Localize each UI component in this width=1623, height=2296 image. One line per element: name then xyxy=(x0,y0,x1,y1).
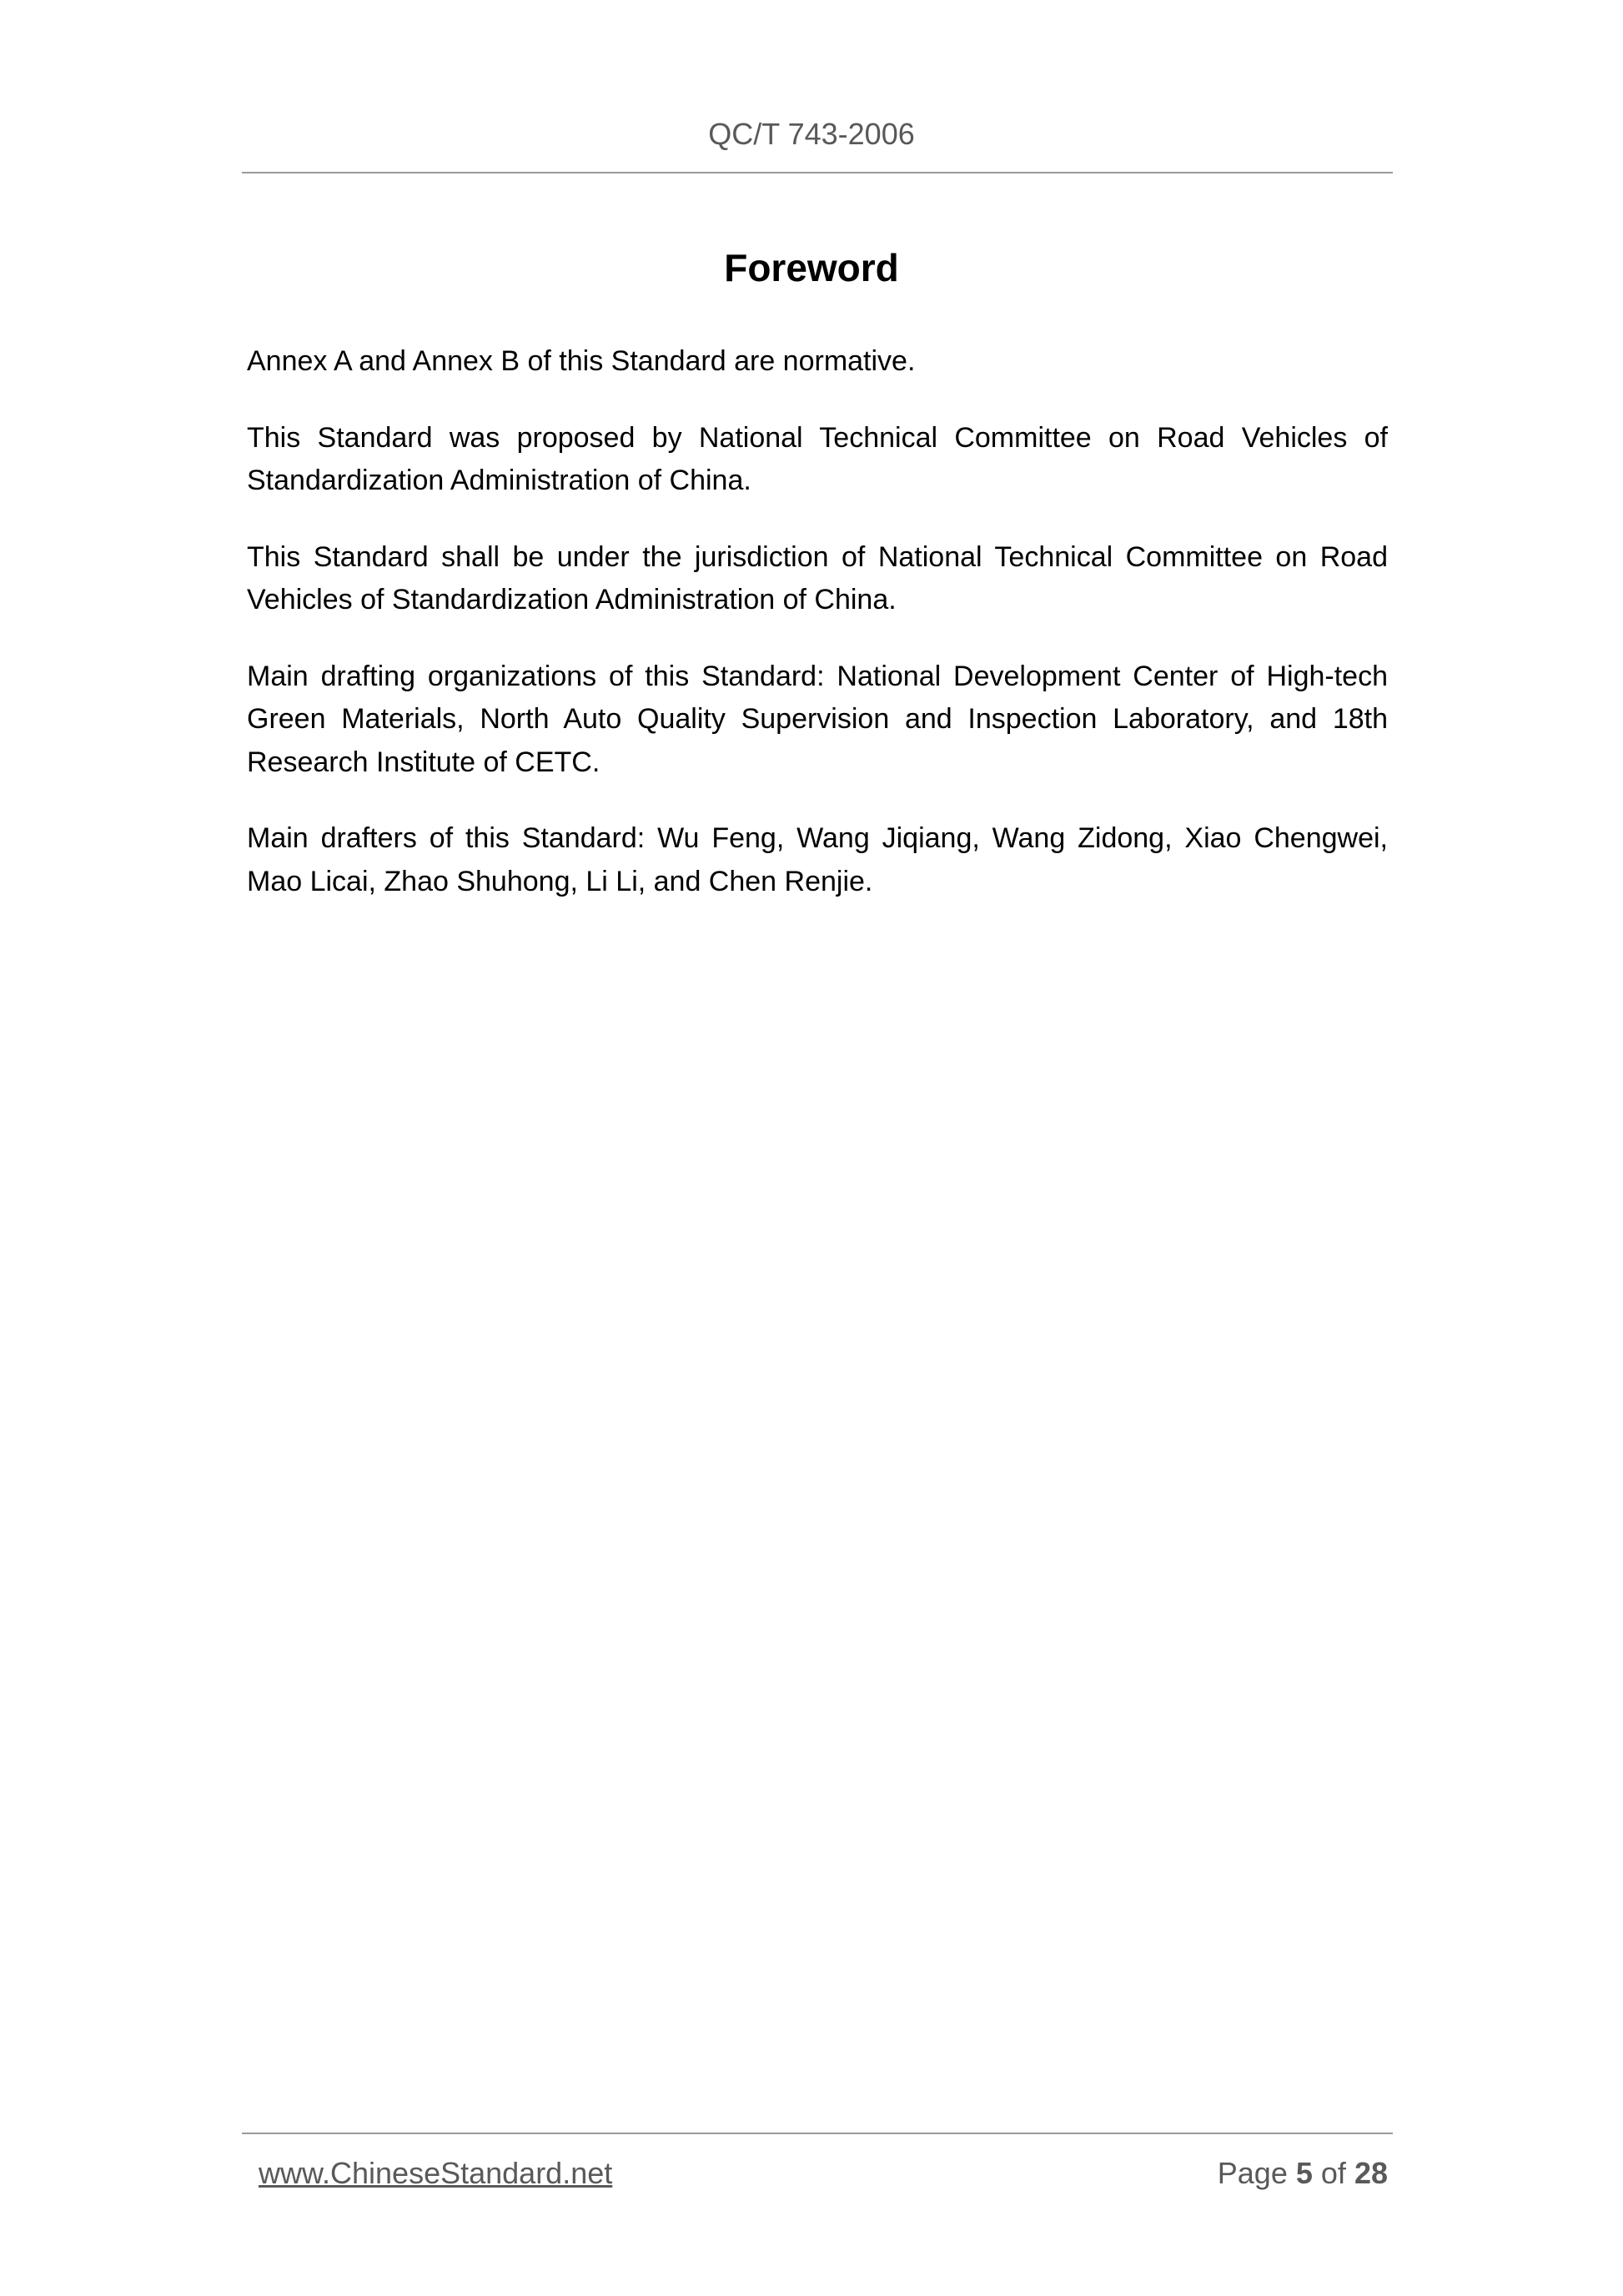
page-title: Foreword xyxy=(724,246,899,289)
footer-page-number xyxy=(1218,2153,1388,2194)
page-current: 5 xyxy=(1295,2156,1313,2190)
paragraph-drafting-organizations: Main drafting organizations of this Standard: National Development Center of High-tech Green Materials, North Auto Quality Supervision and Inspection Laboratory, and 18th Research Institute of CETC. xyxy=(247,660,1388,778)
footer-divider xyxy=(242,2133,1393,2134)
paragraph-annex-note: Annex A and Annex B of this Standard are normative. xyxy=(247,345,916,377)
header-divider xyxy=(242,172,1393,173)
page-label: Page xyxy=(1217,2156,1288,2190)
paragraph-jurisdiction: This Standard shall be under the jurisdiction of National Technical Committee on Road Vehicles of Standardization Administration of China. xyxy=(247,540,1388,615)
body-text xyxy=(247,340,1388,937)
paragraph-proposed-by: This Standard was proposed by National Technical Committee on Road Vehicles of Standardization Administration of China. xyxy=(247,421,1388,496)
footer-website-link[interactable]: www.ChineseStandard.net xyxy=(259,2156,613,2190)
page-of: of xyxy=(1320,2156,1346,2190)
header-doc-id: QC/T 743-2006 xyxy=(708,117,915,151)
paragraph-drafters: Main drafters of this Standard: Wu Feng, Wang Jiqiang, Wang Zidong, Xiao Chengwei, Mao Licai, Zhao Shuhong, Li Li, and Chen Renjie. xyxy=(247,822,1388,897)
page-total: 28 xyxy=(1354,2156,1388,2190)
